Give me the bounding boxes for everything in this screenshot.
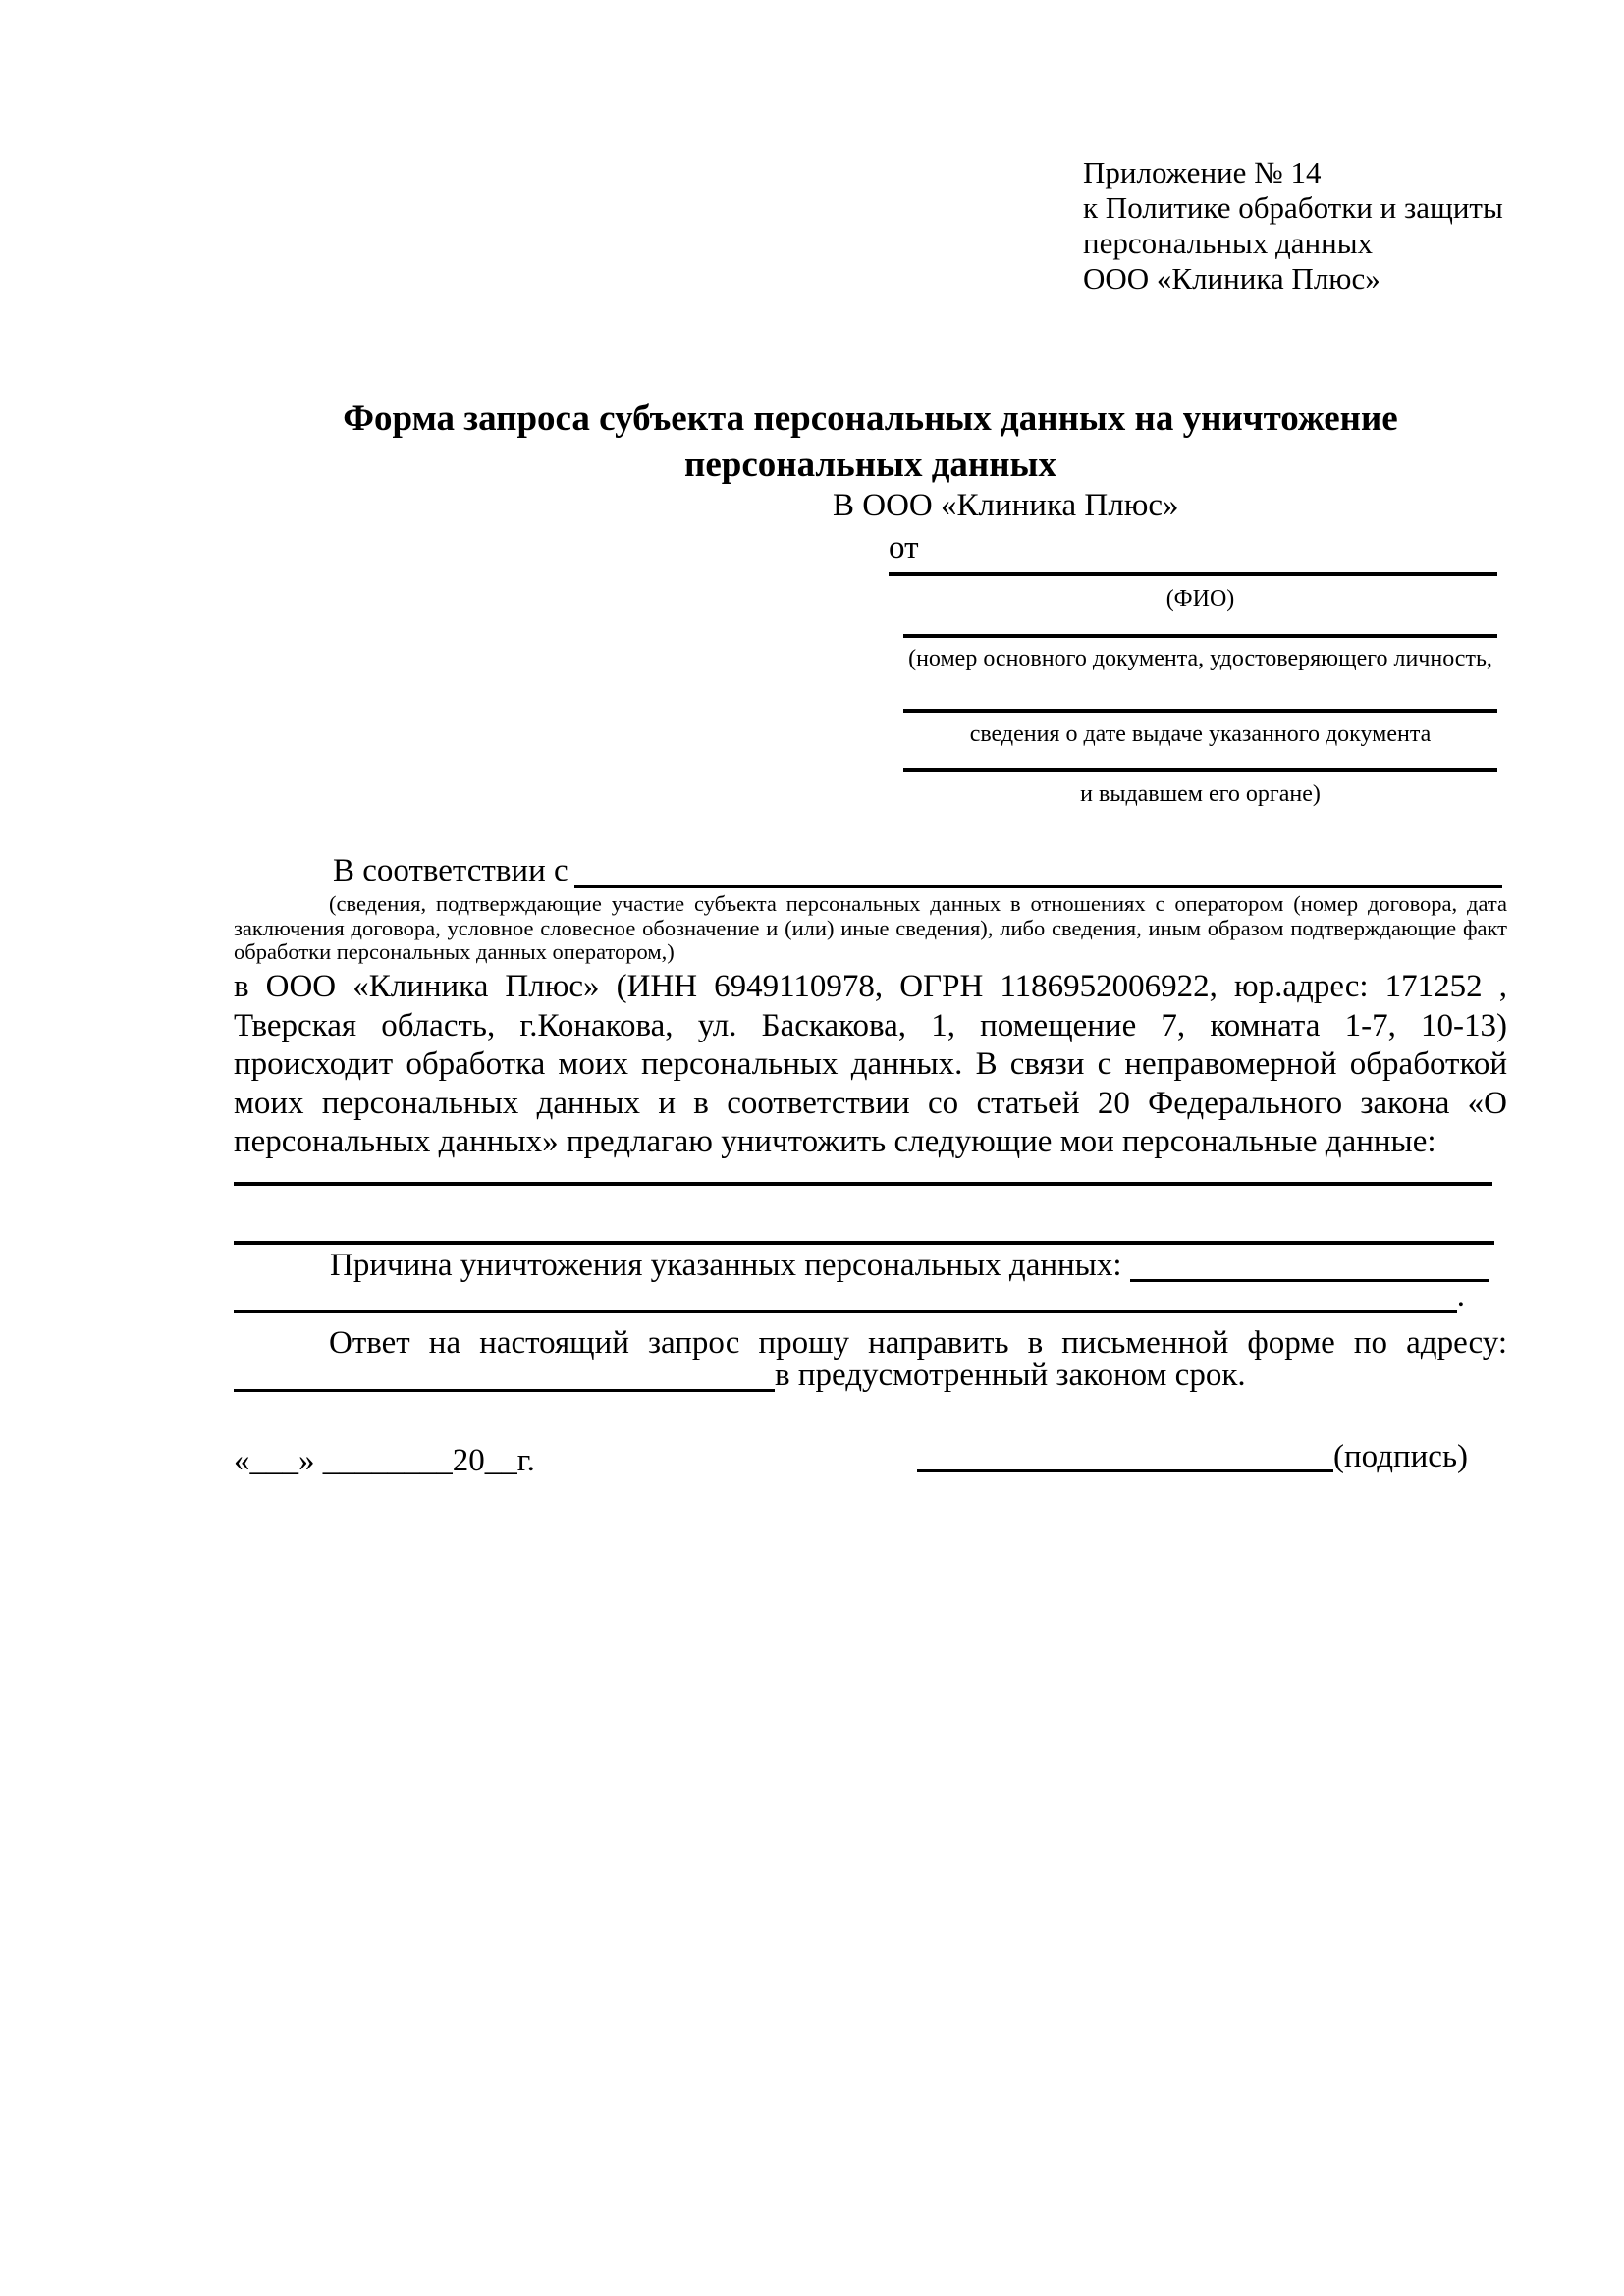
reason-label: Причина уничтожения указанных персональных данных: bbox=[330, 1248, 1122, 1283]
title-line-1: Форма запроса субъекта персональных данных на уничтожение bbox=[343, 399, 1398, 439]
reason-blank-line bbox=[1130, 1249, 1489, 1282]
addressee-line: В ООО «Клиника Плюс» bbox=[833, 488, 1179, 523]
personal-data-blank-line-2 bbox=[234, 1241, 1494, 1245]
appendix-line: ООО «Клиника Плюс» bbox=[1083, 261, 1380, 295]
appendix-block bbox=[1083, 155, 1503, 296]
issuer-caption: и выдавшем его органе) bbox=[1080, 781, 1321, 807]
reason-line bbox=[330, 1249, 1489, 1282]
response-address-line bbox=[234, 1359, 1507, 1392]
from-label: от bbox=[889, 530, 919, 565]
issue-date-caption: сведения о дате выдаче указанного документа bbox=[969, 721, 1432, 747]
response-tail: в предусмотренный законом срок. bbox=[775, 1358, 1246, 1393]
accordance-footnote: (сведения, подтверждающие участие субъекта персональных данных в отношениях с оператором (номер договора, дата заключения договора, условное словесное обозначение и (или) иные сведения), либо сведения, иным образом подтверждающие факт обработки персональных данных оператором,) bbox=[234, 891, 1507, 964]
appendix-line: Приложение № 14 bbox=[1083, 155, 1322, 189]
line-period: . bbox=[1456, 1278, 1465, 1313]
date-line: «___» ________20__г. bbox=[234, 1443, 535, 1478]
main-paragraph: в ООО «Клиника Плюс» (ИНН 6949110978, ОГРН 1186952006922, юр.адрес: 171252 , Тверская область, г.Конакова, ул. Баскакова, 1, помещение 7, комната 1-7, 10-13) происходит обработка моих персональных данных. В связи с неправомерной обработкой моих персональных данных и в соответствии со статьей 20 Федерального закона «О персональных данных» предлагаю уничтожить следующие мои персональные данные: bbox=[234, 969, 1507, 1159]
accordance-lead: В соответствии с bbox=[333, 853, 568, 888]
signature-caption: (подпись) bbox=[1333, 1439, 1468, 1474]
issuer-blank-line bbox=[903, 768, 1497, 772]
accordance-line bbox=[333, 853, 1502, 888]
reason-blank-line-2 bbox=[234, 1279, 1457, 1313]
accordance-blank-line bbox=[574, 853, 1502, 888]
fio-blank-line bbox=[889, 572, 1497, 576]
form-title bbox=[234, 396, 1507, 488]
signature-blank-line bbox=[917, 1441, 1333, 1472]
doc-number-blank-line bbox=[903, 634, 1497, 638]
address-blank-line bbox=[234, 1359, 775, 1392]
issue-date-blank-line bbox=[903, 709, 1497, 713]
doc-number-caption: (номер основного документа, удостоверяющего личность, bbox=[908, 646, 1492, 671]
fio-caption: (ФИО) bbox=[1165, 586, 1235, 612]
signature-row bbox=[917, 1441, 1468, 1472]
reason-continuation-line bbox=[234, 1279, 1465, 1313]
title-line-2: персональных данных bbox=[684, 445, 1056, 485]
personal-data-blank-line-1 bbox=[234, 1182, 1492, 1186]
appendix-line: персональных данных bbox=[1083, 226, 1374, 260]
response-request-line: Ответ на настоящий запрос прошу направить в письменной форме по адресу: bbox=[329, 1325, 1507, 1361]
appendix-line: к Политике обработки и защиты bbox=[1083, 190, 1503, 225]
